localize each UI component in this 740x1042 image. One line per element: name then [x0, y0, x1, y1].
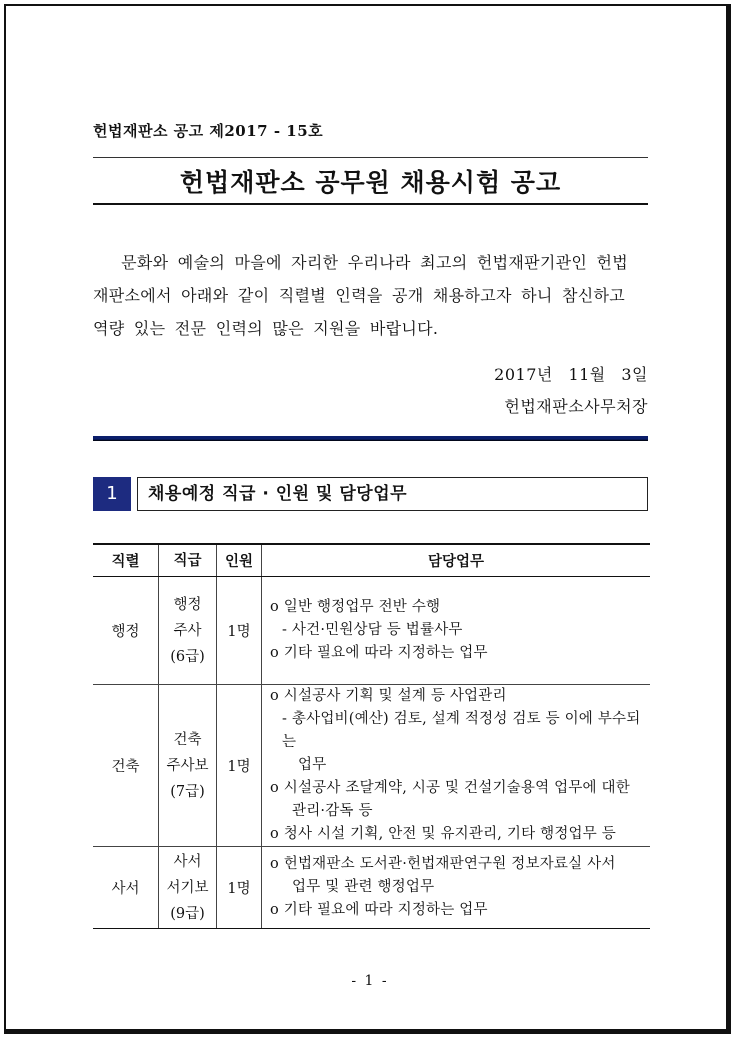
duty-item: o 시설공사 조달계약, 시공 및 건설기술용역 업무에 대한 [270, 780, 630, 796]
duty-subitem: - 사건·민원상담 등 법률사무 [282, 622, 463, 638]
duty-subitem: - 총사업비(예산) 검토, 설계 적정성 검토 등 이에 부수되는 [282, 711, 641, 750]
cell-duties [262, 577, 651, 685]
header-series: 직렬 [93, 544, 159, 577]
table-row [93, 577, 650, 685]
grade-line: 주사보 [166, 757, 209, 774]
duty-item: o 기타 필요에 따라 지정하는 업무 [270, 645, 488, 661]
duty-item: o 청사 시설 기획, 안전 및 유지관리, 기타 행정업무 등 [270, 826, 616, 842]
header-grade: 직급 [159, 544, 217, 577]
cell-series: 행정 [93, 577, 159, 685]
notice-number: 헌법재판소 공고 제2017 - 15호 [93, 122, 324, 140]
title-bottom-rule [93, 203, 648, 205]
cell-grade [159, 577, 217, 685]
intro-line: 문화와 예술의 마을에 자리한 우리나라 최고의 헌법재판기관인 헌법 [93, 253, 629, 272]
cell-grade [159, 685, 217, 847]
duty-continuation: 업무 [298, 757, 327, 773]
table-header-row [93, 544, 650, 577]
duty-continuation: 업무 및 관련 행정업무 [292, 879, 435, 895]
duty-item: o 헌법재판소 도서관·헌법재판연구원 정보자료실 사서 [270, 856, 616, 872]
job-table [93, 543, 650, 929]
duty-item: o 기타 필요에 따라 지정하는 업무 [270, 902, 488, 918]
cell-count: 1명 [217, 685, 262, 847]
notice-date [494, 362, 648, 385]
cell-series: 사서 [93, 847, 159, 929]
issuer-name: 헌법재판소사무처장 [504, 397, 648, 416]
intro-line: 역량 있는 전문 인력의 많은 지원을 바랍니다. [93, 319, 439, 338]
section-number: 1 [93, 477, 131, 511]
grade-line: 건축 [173, 731, 202, 748]
grade-line: (9급) [170, 905, 205, 922]
section-header [93, 477, 648, 511]
cell-series: 건축 [93, 685, 159, 847]
table-row [93, 685, 650, 847]
title-top-rule [93, 157, 648, 158]
header-duties: 담당업무 [262, 544, 651, 577]
duty-item: o 일반 행정업무 전반 수행 [270, 599, 441, 615]
duty-item: o 시설공사 기획 및 설계 등 사업관리 [270, 688, 507, 704]
duty-continuation: 관리·감독 등 [292, 803, 373, 819]
page-title: 헌법재판소 공무원 채용시험 공고 [179, 168, 562, 197]
grade-line: (6급) [170, 648, 205, 665]
cell-count: 1명 [217, 847, 262, 929]
page-number: - 1 - [351, 973, 389, 989]
grade-line: 서기보 [166, 879, 209, 896]
intro-line: 재판소에서 아래와 같이 직렬별 인력을 공개 채용하고자 하니 참신하고 [93, 286, 626, 305]
date-month: 11월 [568, 365, 606, 384]
table-row [93, 847, 650, 929]
cell-grade [159, 847, 217, 929]
cell-duties [262, 847, 651, 929]
grade-line: 행정 [173, 596, 202, 613]
section-title: 채용예정 직급 · 인원 및 담당업무 [137, 477, 648, 511]
section-divider [93, 436, 648, 441]
intro-paragraph [93, 246, 648, 345]
grade-line: 사서 [173, 853, 202, 870]
header-count: 인원 [217, 544, 262, 577]
date-year: 2017년 [494, 365, 553, 384]
cell-duties [262, 685, 651, 847]
date-day: 3일 [621, 365, 648, 384]
cell-count: 1명 [217, 577, 262, 685]
grade-line: 주사 [173, 622, 202, 639]
grade-line: (7급) [170, 783, 205, 800]
